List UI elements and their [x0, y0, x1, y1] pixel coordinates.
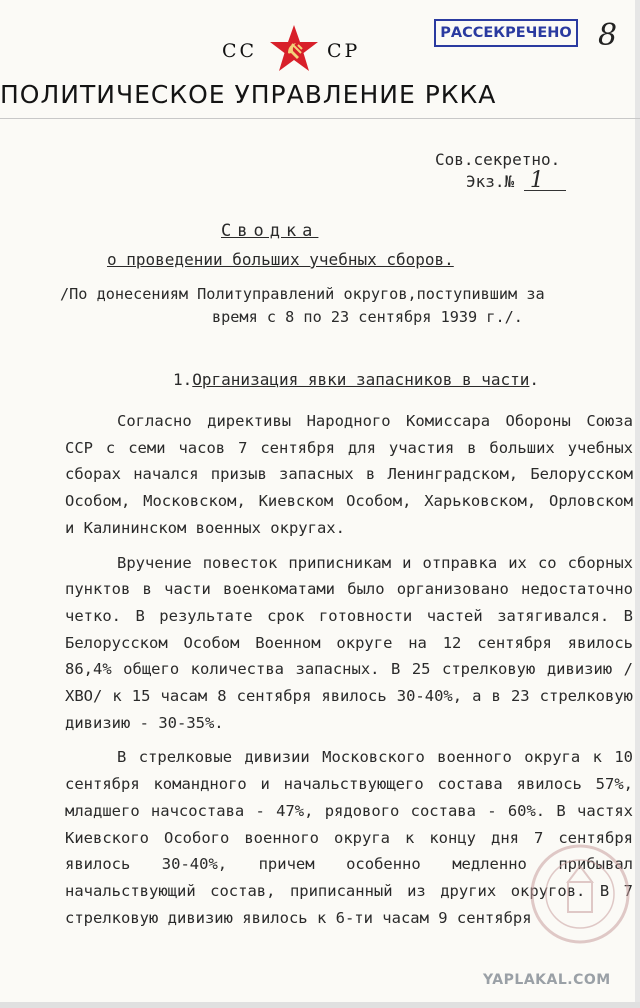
- red-star-hammer-sickle-icon: [268, 23, 320, 75]
- organization-title: ПОЛИТИЧЕСКОЕ УПРАВЛЕНИЕ РККА: [0, 80, 497, 109]
- paragraph: Согласно директивы Народного Комиссара Обороны Союза ССР с семи часов 7 сентября для участия в больших учебных сборах начался призыв запасных в Ленинградском, Белорусском Особом, Московском, Киевском Особом, Харьковском, Орловском и Калининском военных округах.: [65, 412, 633, 537]
- source-note-line-1: /По донесениям Политуправлений округов,поступившим за: [60, 285, 545, 303]
- copy-label: Экз.№: [466, 172, 515, 191]
- letterhead-divider: [0, 118, 640, 119]
- section-title: Организация явки запасников в части: [192, 370, 530, 389]
- site-watermark: YAPLAKAL.COM: [483, 972, 611, 988]
- page-number: 8: [598, 18, 618, 53]
- state-abbreviation-right: СР: [327, 40, 361, 62]
- page-edge: [635, 0, 640, 1008]
- source-note-line-2: время с 8 по 23 сентября 1939 г./.: [212, 308, 523, 326]
- source-note: [60, 283, 580, 329]
- document-title: Сводка: [221, 221, 319, 241]
- section-number: 1.: [173, 370, 193, 389]
- document-subtitle: о проведении больших учебных сборов.: [107, 250, 454, 269]
- page-edge-bottom: [0, 1002, 640, 1008]
- copy-number-line: [466, 168, 566, 193]
- copy-number: 1: [524, 172, 566, 191]
- section-end: .: [529, 370, 540, 389]
- section-heading: [173, 370, 539, 389]
- paragraph: В стрелковые дивизии Московского военного округа к 10 сентября командного и начальствующего состава явилось 57%, младшего начсостава - 47%, рядового состава - 60%. В частях Киевского Особого военного округа к концу дня 7 сентября явилось 30-40%, причем особенно медленно прибывал начальствующий состав, приписанный из других округов. В 7 стрелковую дивизию явилось к 6-ти часам 9 сентября: [65, 748, 633, 927]
- archive-seal-watermark-icon: [528, 842, 632, 946]
- paragraph: Вручение повесток приписникам и отправка их со сборных пунктов в части военкоматами было организовано недостаточно четко. В результате срок готовности частей затягивался. В Белорусском Особом Военном округе на 12 сентября явилось 86,4% общего количества запасных. В 25 стрелковую дивизию /ХВО/ к 15 часам 8 сентября явилось 30-40%, а в 23 стрелковую дивизию - 30-35%.: [65, 553, 633, 732]
- secrecy-mark: Сов.секретно.: [435, 150, 561, 169]
- state-abbreviation-left: СС: [222, 40, 258, 62]
- declassified-stamp: РАССЕКРЕЧЕНО: [434, 19, 578, 47]
